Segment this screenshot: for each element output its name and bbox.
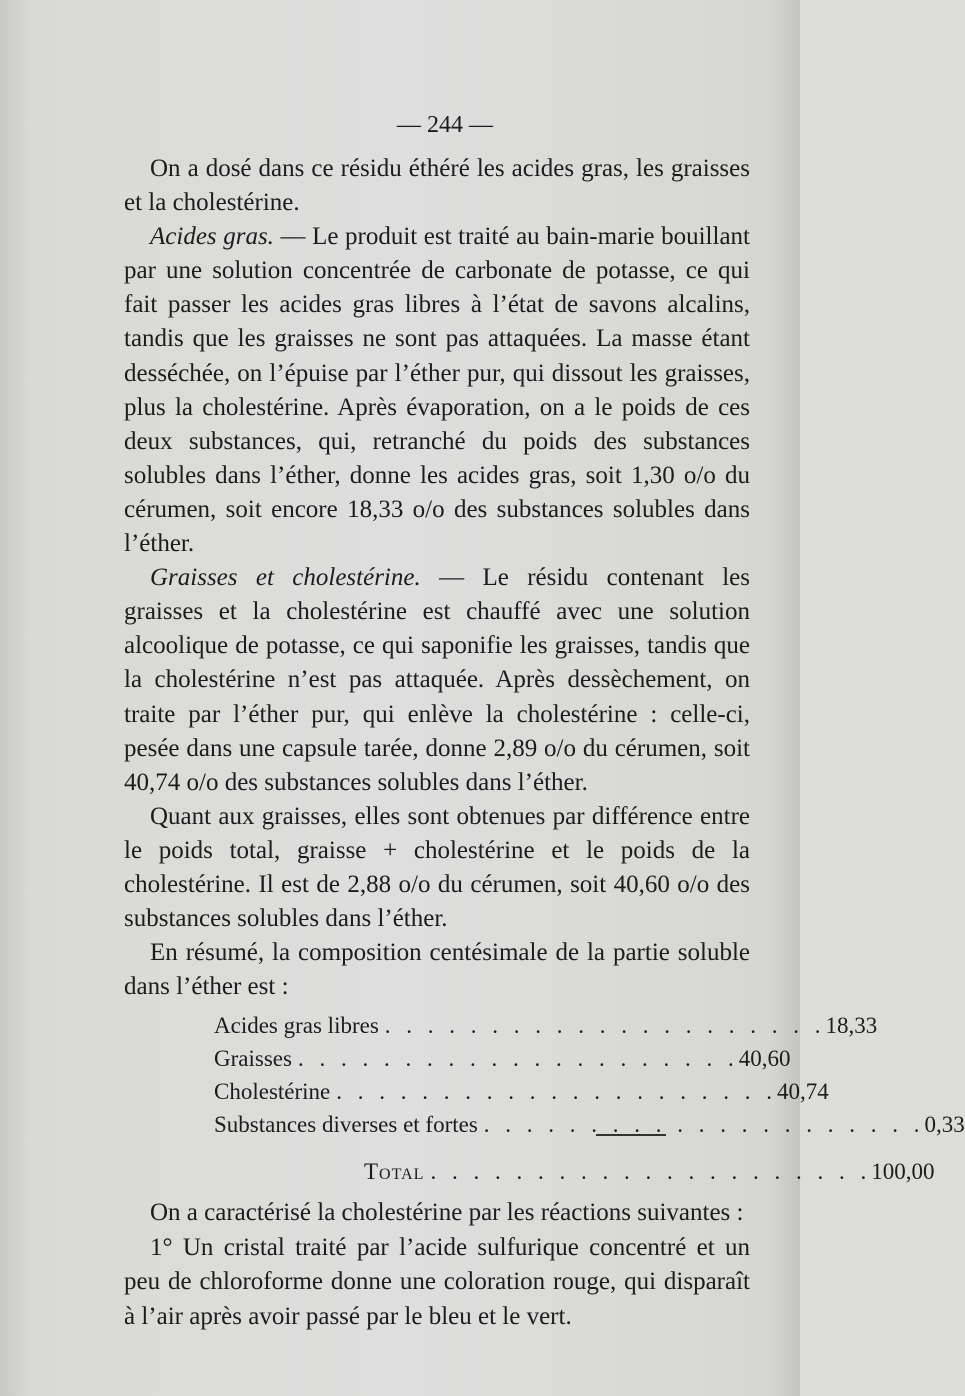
composition-label: Acides gras libres [214, 1013, 379, 1038]
composition-row [214, 1046, 791, 1079]
paragraph-lead: Graisses et cholestérine. [150, 564, 421, 592]
closing-text [124, 1196, 750, 1334]
composition-label: Substances diverses et fortes [214, 1112, 478, 1137]
leader-dots: . . . . . . . . . . . . . . . . . . . . . [483, 1112, 925, 1137]
paragraph-text: Quant aux graisses, elles sont obtenues par différence entre le poids total, graisse + cholestérine et le poids de la cholestérine. Il est de 2,88 o/o du cérumen, soit 40,60 o/o des substances solubles dans l’éther. [124, 802, 750, 933]
paragraph-reaction-1: 1° Un cristal traité par l’acide sulfurique concentré et un peu de chloroforme donne une coloration rouge, qui disparaît à l’air après avoir passé par le bleu et le vert. [124, 1233, 750, 1330]
composition-row [214, 1079, 829, 1112]
leader-dots: . . . . . . . . . . . . . . . . . . . . . [336, 1079, 777, 1104]
composition-table [214, 1013, 965, 1192]
paragraph-graisses-cholesterine [124, 561, 750, 800]
composition-label: Cholestérine [214, 1079, 331, 1104]
composition-value: 18,33 [825, 1013, 878, 1038]
composition-value: 40,74 [777, 1079, 829, 1104]
body-text [124, 152, 750, 1004]
composition-value: 40,60 [738, 1046, 791, 1071]
paragraph-intro [124, 152, 750, 220]
paragraph-text: En résumé, la composition centésimale de la partie soluble dans l’éther est : [124, 939, 750, 1001]
paragraph-resume [124, 936, 750, 1004]
paragraph-acides-gras [124, 220, 750, 561]
composition-label: Graisses [214, 1046, 292, 1071]
paragraph-graisses [124, 800, 750, 936]
total-rule [596, 1134, 666, 1136]
composition-value: 0,33 [924, 1112, 965, 1137]
composition-row [214, 1112, 965, 1145]
paragraph-text: — Le produit est traité au bain-marie bouillant par une solution concentrée de carbonate de potasse, ce qui fait passer les acides gras libres à l’état de savons alcalins, tandis que les graisses ne sont pas attaquées. La masse étant desséchée, on l’épuise par l’éther pur, qui dissout les graisses, plus la cholestérine. Après évaporation, on a le poids de ces deux substances, qui, retranché du poids des substances solubles dans l’éther, donne les acides gras, soit 1,30 o/o du cérumen, soit encore 18,33 o/o des substances solubles dans l’éther. [124, 223, 750, 558]
leader-dots: . . . . . . . . . . . . . . . . . . . . . [430, 1159, 872, 1184]
total-value: 100,00 [871, 1159, 935, 1184]
paragraph-text: On a dosé dans ce résidu éthéré les acides gras, les graisses et la cholestérine. [124, 155, 750, 217]
leader-dots: . . . . . . . . . . . . . . . . . . . . . [384, 1013, 826, 1038]
total-label: Total [364, 1159, 425, 1184]
leader-dots: . . . . . . . . . . . . . . . . . . . . . [297, 1046, 739, 1071]
paragraph-lead: Acides gras. [150, 223, 274, 251]
paragraph-text: — Le résidu contenant les graisses et la cholestérine est chauffé avec une solution alcoolique de potasse, ce qui saponifie les graisses, tandis que la cholestérine n’est pas attaquée. Après dessèchement, on traite par l’éther pur, qui enlève la cholestérine : celle-ci, pesée dans une capsule tarée, donne 2,89 o/o du cérumen, soit 40,74 o/o des substances solubles dans l’éther. [124, 564, 751, 796]
composition-row [214, 1013, 878, 1046]
composition-total-row [214, 1159, 935, 1192]
paragraph-reactions-intro: On a caractérisé la cholestérine par les réactions suivantes : [150, 1199, 744, 1226]
page-number: — 244 — [397, 112, 493, 138]
